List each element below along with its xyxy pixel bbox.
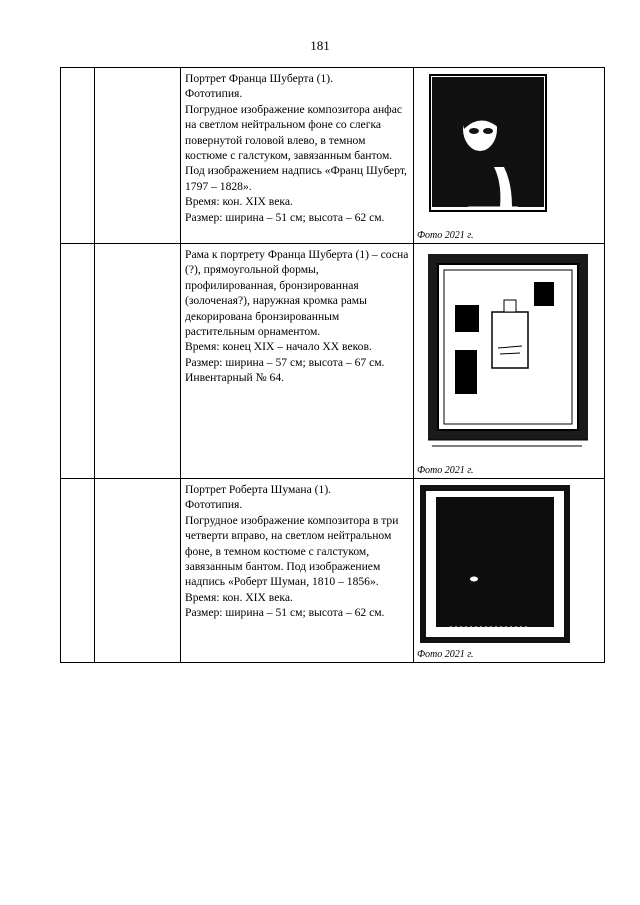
catalog-table xyxy=(60,67,605,663)
empty-cell xyxy=(95,479,181,663)
empty-cell xyxy=(95,68,181,244)
item-date: Время: кон. XIX века. xyxy=(185,590,293,604)
number-cell xyxy=(61,479,95,663)
table-row xyxy=(61,479,605,663)
empty-cell xyxy=(95,244,181,479)
item-description: Погрудное изображение композитора в три четверти вправо, на светлом нейтральном фоне, в темном костюме с галстуком, завязанным бантом. Под изображением надпись «Роберт Шуман, 1810 – 1856». xyxy=(185,513,399,589)
item-description: Рама к портрету Франца Шуберта (1) – сосна (?), прямоугольной формы, профилированная, бронзированная (золоченая?), наружная кромка рамы декорирована бронзированным растительным орнаментом. xyxy=(185,248,409,339)
item-title: Портрет Франца Шуберта (1). xyxy=(185,72,334,85)
number-cell xyxy=(61,68,95,244)
photo-caption: Фото 2021 г. xyxy=(417,230,474,241)
description-cell xyxy=(181,479,414,663)
item-description: Погрудное изображение композитора анфас на светлом нейтральном фоне со слегка повернутой головой влево, в темном костюме с галстуком, завязанным бантом. Под изображением надпись «Франц Шуберт, 1797 – 1828». xyxy=(185,102,407,193)
photo-cell xyxy=(414,244,605,479)
item-size: Размер: ширина – 51 см; высота – 62 см. xyxy=(185,606,385,620)
item-inventory: Инвентарный № 64. xyxy=(185,371,285,385)
schumann-portrait-photo xyxy=(420,485,570,643)
frame-photo xyxy=(422,250,592,450)
description-cell xyxy=(181,244,414,479)
page-number: 181 xyxy=(310,38,330,53)
number-cell xyxy=(61,244,95,479)
item-size: Размер: ширина – 57 см; высота – 67 см. xyxy=(185,355,385,369)
item-technique: Фототипия. xyxy=(185,87,243,101)
table-row xyxy=(61,244,605,479)
photo-caption: Фото 2021 г. xyxy=(417,649,474,660)
description-cell xyxy=(181,68,414,244)
item-technique: Фототипия. xyxy=(185,498,243,512)
photo-caption: Фото 2021 г. xyxy=(417,465,474,476)
item-date: Время: конец XIX – начало XX веков. xyxy=(185,340,372,354)
photo-cell xyxy=(414,479,605,663)
item-title: Портрет Роберта Шумана (1). xyxy=(185,483,332,496)
table-row xyxy=(61,68,605,244)
item-date: Время: кон. XIX века. xyxy=(185,195,293,209)
item-size: Размер: ширина – 51 см; высота – 62 см. xyxy=(185,210,385,224)
photo-cell xyxy=(414,68,605,244)
schubert-portrait-photo xyxy=(428,73,548,213)
